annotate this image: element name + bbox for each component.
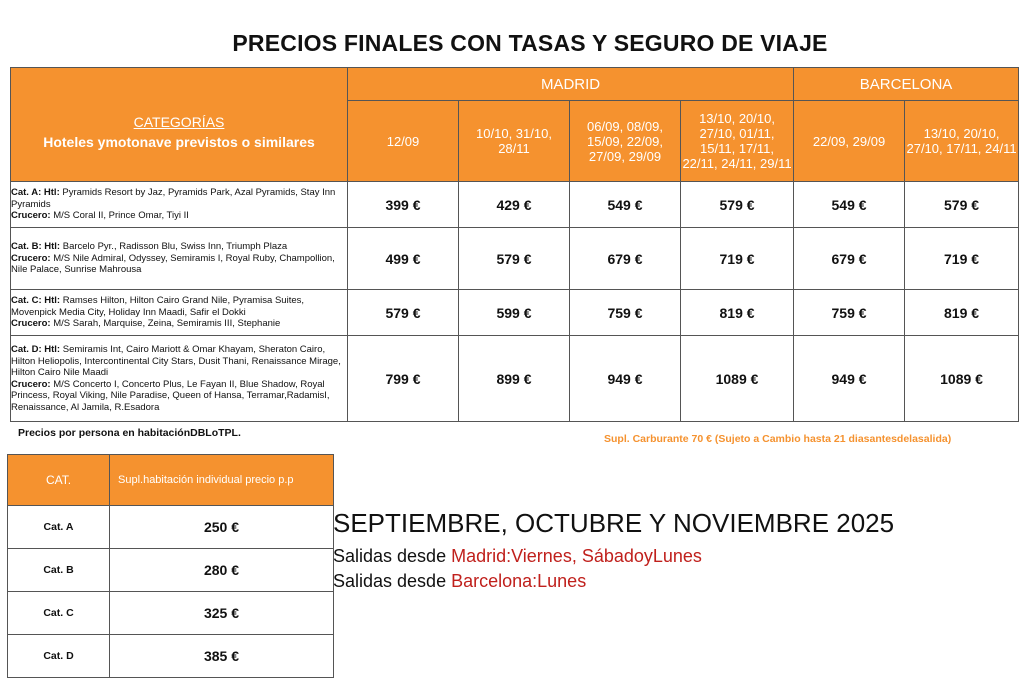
price-cell: 1089 € [681,336,794,422]
price-cell: 579 € [459,228,570,290]
price-cell: 679 € [794,228,905,290]
date-header: 13/10, 20/10, 27/10, 17/11, 24/11 [905,101,1019,182]
hotel-label: Htl: [44,241,61,253]
price-note: Precios por persona en habitaciónDBLoTPL. [18,427,241,439]
price-cell: 759 € [794,290,905,336]
table-row [11,290,1019,336]
hotel-label: Htl: [44,344,61,355]
hotel-list: Barcelo Pyr., Radisson Blu, Swiss Inn, Triumph Plaza [62,241,288,253]
single-supplement-table [7,454,334,678]
supplement-desc-header: Supl.habitación individual precio p.p [110,455,334,506]
table-row [8,549,334,592]
date-header: 12/09 [348,101,459,182]
travel-period: SEPTIEMBRE, OCTUBRE Y NOVIEMBRE 2025 [333,508,895,538]
date-header: 06/09, 08/09, 15/09, 22/09, 27/09, 29/09 [570,101,681,182]
supplement-price: 280 € [110,549,334,592]
departures-barcelona [333,571,586,592]
hotel-label: Htl: [43,187,60,199]
supplement-price: 250 € [110,506,334,549]
date-header: 13/10, 20/10, 27/10, 01/11, 15/11, 17/11, 22/11, 24/11, 29/11 [681,101,794,182]
supplement-cat-header: CAT. [8,455,110,506]
cruise-label: Crucero: [11,378,51,390]
page-title: PRECIOS FINALES CON TASAS Y SEGURO DE VIAJE [232,30,828,56]
price-cell: 799 € [348,336,459,422]
category-description [11,336,348,422]
departures-value: Barcelona:Lunes [451,571,587,591]
fuel-surcharge-note: Supl. Carburante 70 € (Sujeto a Cambio hasta 21 diasantesdelasalida) [604,433,952,445]
price-cell: 679 € [570,228,681,290]
price-cell: 599 € [459,290,570,336]
price-cell: 549 € [570,182,681,228]
cruise-label: Crucero: [11,252,51,264]
categories-subtitle: Hoteles ymotonave previstos o similares [43,133,315,150]
category-description [11,290,348,336]
cruise-label: Crucero: [11,318,51,330]
hotel-label: Htl: [44,295,61,307]
table-row [11,182,1019,228]
price-cell: 949 € [794,336,905,422]
price-cell: 819 € [905,290,1019,336]
price-cell: 719 € [681,228,794,290]
cruise-list: M/S Concerto I, Concerto Plus, Le Fayan II, Blue Shadow, Royal Princess, Royal Viking, Nile Paradise, Queen of Hansa, Terramar,RadamisI, Renaissance, Al Jamila, R.Esadora [11,378,330,413]
category-name: Cat. B: [11,241,42,253]
barcelona-header: BARCELONA [794,68,1019,101]
price-cell: 399 € [348,182,459,228]
departures-madrid [333,546,702,567]
supplement-price: 325 € [110,592,334,635]
departures-value: Madrid:Viernes, SábadoyLunes [451,546,702,566]
category-name: Cat. C: [11,295,42,307]
price-cell: 499 € [348,228,459,290]
supplement-cat: Cat. B [8,549,110,592]
supplement-price: 385 € [110,635,334,678]
hotel-list: Ramses Hilton, Hilton Cairo Grand Nile, Pyramisa Suites, Movenpick Media City, Holiday Inn Maadi, Safir el Dokki [11,295,305,318]
price-table [10,67,1019,422]
cruise-list: M/S Sarah, Marquise, Zeina, Semiramis III, Stephanie [53,318,281,330]
departures-prefix: Salidas desde [333,546,452,566]
category-description [11,228,348,290]
categories-header [11,68,348,182]
price-cell: 549 € [794,182,905,228]
price-cell: 579 € [681,182,794,228]
price-cell: 899 € [459,336,570,422]
price-cell: 579 € [348,290,459,336]
price-cell: 719 € [905,228,1019,290]
table-row [8,592,334,635]
price-cell: 579 € [905,182,1019,228]
category-description [11,182,348,228]
categories-label: CATEGORÍAS [133,113,225,130]
price-cell: 949 € [570,336,681,422]
madrid-header: MADRID [348,68,794,101]
price-cell: 759 € [570,290,681,336]
price-cell: 1089 € [905,336,1019,422]
cruise-list: M/S Coral II, Prince Omar, Tiyi II [53,210,189,222]
supplement-cat: Cat. C [8,592,110,635]
date-header: 22/09, 29/09 [794,101,905,182]
departures-prefix: Salidas desde [333,571,452,591]
supplement-cat: Cat. D [8,635,110,678]
cruise-list: M/S Nile Admiral, Odyssey, Semiramis I, Royal Ruby, Champollion, Nile Palace, Sunrise Mahrousa [11,252,335,276]
table-row [8,506,334,549]
table-row [11,336,1019,422]
hotel-list: Pyramids Resort by Jaz, Pyramids Park, Azal Pyramids, Stay Inn Pyramids [11,187,336,210]
supplement-cat: Cat. A [8,506,110,549]
hotel-list: Semiramis Int, Cairo Mariott & Omar Khayam, Sheraton Cairo, Hilton Heliopolis, Intercontinental City Stars, Dusit Thani, Renaissance Mirage, Hilton Cairo Nile Maadi [11,344,341,378]
date-header: 10/10, 31/10, 28/11 [459,101,570,182]
cruise-label: Crucero: [11,210,51,222]
category-name: Cat. A: [11,187,42,199]
price-cell: 429 € [459,182,570,228]
category-name: Cat. D: [11,344,42,355]
price-cell: 819 € [681,290,794,336]
table-row [11,228,1019,290]
table-row [8,635,334,678]
